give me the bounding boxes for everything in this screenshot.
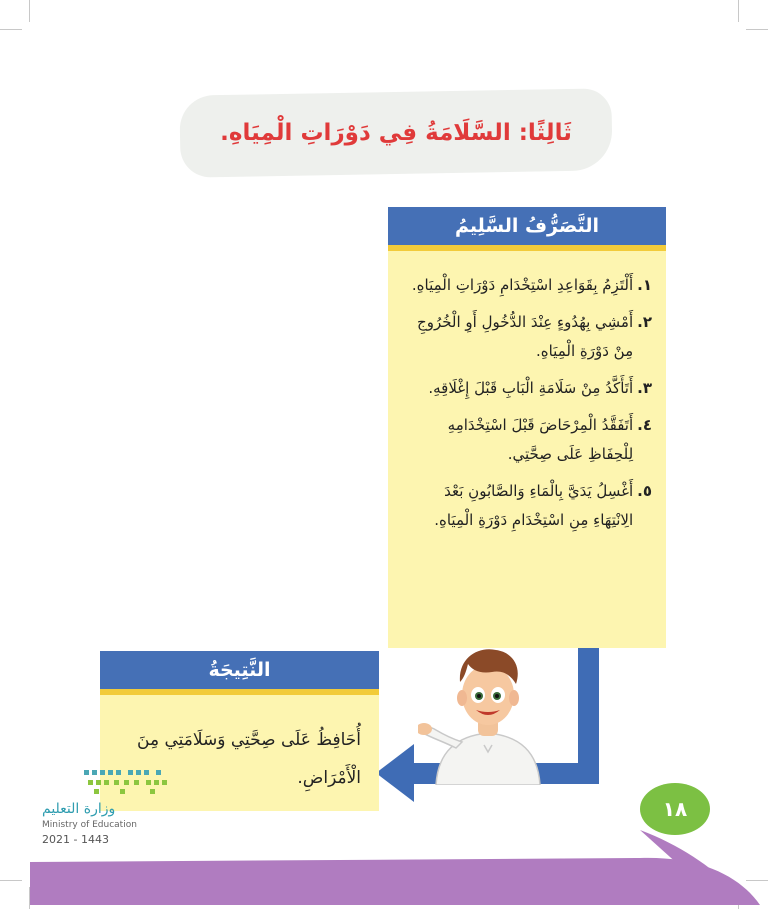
result-heading: النَّتِيجَةُ — [100, 651, 379, 689]
result-text: أُحَافِظُ عَلَى صِحَّتِي وَسَلَامَتِي مِنَ الْأَمْرَاضِ. — [137, 730, 361, 788]
list-item-number: ٢. — [637, 313, 652, 331]
list-item-text: أَغْسِلُ يَدَيَّ بِالْمَاءِ وَالصَّابُونِ بَعْدَ الِانْتِهَاءِ مِنِ اسْتِخْدَامِ دَوْرَةِ الْمِيَاهِ. — [434, 482, 634, 529]
edition-year: 2021 - 1443 — [42, 833, 109, 846]
list-item-number: ٥. — [637, 482, 652, 500]
section-title: ثَالِثًا: السَّلَامَةُ فِي دَوْرَاتِ الْمِيَاهِ. — [220, 120, 572, 146]
list-item-text: أَلْتَزِمُ بِقَوَاعِدِ اسْتِخْدَامِ دَوْرَاتِ الْمِيَاهِ. — [411, 276, 634, 294]
ministry-name-arabic: وزارة التعليم — [42, 801, 116, 817]
page-number: ١٨ — [640, 783, 710, 835]
list-item-text: أَمْشِي بِهُدُوءٍ عِنْدَ الدُّخُولِ أَوِ الْخُرُوجِ مِنْ دَوْرَةِ الْمِيَاهِ. — [417, 313, 634, 360]
list-item-text: أَتَأَكَّدُ مِنْ سَلَامَةِ الْبَابِ قَبْلَ إِغْلَاقِهِ. — [428, 379, 634, 397]
list-item-number: ٤. — [637, 416, 652, 434]
correct-behavior-heading: التَّصَرُّفُ السَّلِيمُ — [388, 207, 666, 245]
ministry-logo-icon — [84, 768, 170, 796]
list-item-number: ٣. — [637, 379, 652, 397]
list-item-text: أَتَفَقَّدُ الْمِرْحَاضَ قَبْلَ اسْتِخْدَامِهِ لِلْحِفَاظِ عَلَى صِحَّتِي. — [447, 416, 634, 463]
ministry-name-english: Ministry of Education — [42, 820, 137, 830]
list-item-number: ١. — [637, 276, 652, 294]
